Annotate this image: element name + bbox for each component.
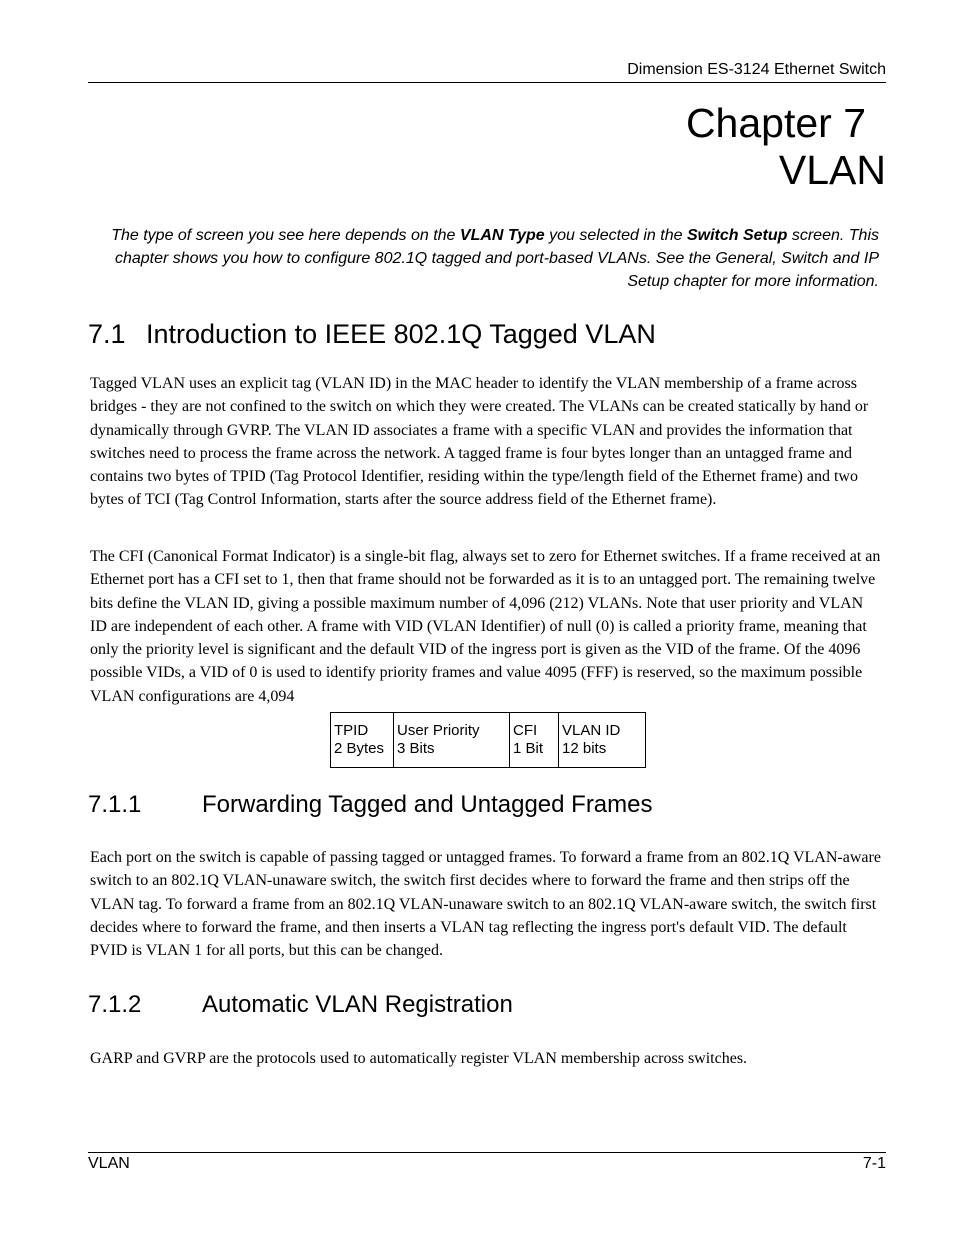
cell-size: 12 bits (562, 740, 607, 757)
paragraph-forwarding: Each port on the switch is capable of passing tagged or untagged frames. To forward a frame from an 802.1Q VLAN-aware switch to an 802.1Q VLAN-unaware switch, the switch first decides where to forward the frame and then strips off the VLAN tag. To forward a frame from an 802.1Q VLAN-unaware switch to an 802.1Q VLAN-aware switch, the switch first decides where to forward the frame, and then inserts a VLAN tag reflecting the ingress port's default VID. The default PVID is VLAN 1 for all ports, but this can be changed. (90, 849, 881, 960)
section-number: 7.1 (88, 319, 126, 349)
footer-chapter: VLAN (88, 1155, 130, 1172)
cell-label: CFI (513, 722, 538, 739)
header-title: Dimension ES-3124 Ethernet Switch (627, 61, 886, 78)
cell-label: User Priority (397, 722, 480, 739)
table-cell-cfi (510, 713, 559, 768)
chapter-number: Chapter 7 (685, 100, 866, 146)
table-row (331, 713, 646, 768)
section-title: Automatic VLAN Registration (202, 991, 513, 1018)
chapter-intro (88, 224, 879, 293)
page-footer (88, 1152, 886, 1172)
intro-text-2: you selected in the (544, 227, 687, 244)
page-header (88, 60, 886, 83)
table-cell-vlan-id (559, 713, 646, 768)
vlan-tag-format-table (330, 712, 646, 768)
section-title: Forwarding Tagged and Untagged Frames (202, 791, 653, 818)
table-cell-tpid (331, 713, 394, 768)
cell-label: TPID (334, 722, 369, 739)
section-title: Introduction to IEEE 802.1Q Tagged VLAN (146, 319, 656, 349)
section-heading-7-1-1 (88, 790, 653, 820)
paragraph-tagged-vlan: Tagged VLAN uses an explicit tag (VLAN ID) in the MAC header to identify the VLAN membership of a frame across bridges - they are not confined to the switch on which they were created. The VLANs can be created statically by hand or dynamically through GVRP. The VLAN ID associates a frame with a specific VLAN and provides the information that switches need to process the frame across the network. A tagged frame is four bytes longer than an untagged frame and contains two bytes of TPID (Tag Protocol Identifier, residing within the type/length field of the Ethernet frame) and two bytes of TCI (Tag Control Information, starts after the source address field of the Ethernet frame). (90, 375, 869, 509)
intro-text-3: screen. This chapter shows you how to configure 802.1Q tagged and port-based VLANs. See the General, Switch and IP Setup chapter for more information. (114, 227, 879, 290)
paragraph-gvrp: GARP and GVRP are the protocols used to automatically register VLAN membership across switches. (90, 1050, 748, 1067)
cell-size: 3 Bits (397, 740, 435, 757)
chapter-name: VLAN (778, 147, 886, 193)
cell-size: 1 Bit (513, 740, 544, 757)
section-heading-7-1 (88, 316, 656, 352)
table-cell-user-priority (394, 713, 510, 768)
cell-label: VLAN ID (562, 722, 621, 739)
intro-text-1: The type of screen you see here depends on the (111, 227, 460, 244)
section-number: 7.1.2 (88, 991, 142, 1018)
section-heading-7-1-2 (88, 990, 513, 1020)
chapter-title (686, 100, 886, 194)
cell-size: 2 Bytes (334, 740, 385, 757)
section-number: 7.1.1 (88, 791, 142, 818)
footer-page-number: 7-1 (862, 1155, 886, 1172)
intro-bold-vlan-type: VLAN Type (459, 227, 545, 244)
intro-bold-switch-setup: Switch Setup (686, 227, 788, 244)
paragraph-cfi: The CFI (Canonical Format Indicator) is a single-bit flag, always set to zero for Ethernet switches. If a frame received at an Ethernet port has a CFI set to 1, then that frame should not be forwarded as it is to an untagged port. The remaining twelve bits define the VLAN ID, giving a possible maximum number of 4,096 (212) VLANs. Note that user priority and VLAN ID are independent of each other. A frame with VID (VLAN Identifier) of null (0) is called a priority frame, meaning that only the priority level is significant and the default VID of the ingress port is given as the VID of the frame. Of the 4096 possible VIDs, a VID of 0 is used to identify priority frames and value 4095 (FFF) is reserved, so the maximum possible VLAN configurations are 4,094 (90, 548, 881, 705)
